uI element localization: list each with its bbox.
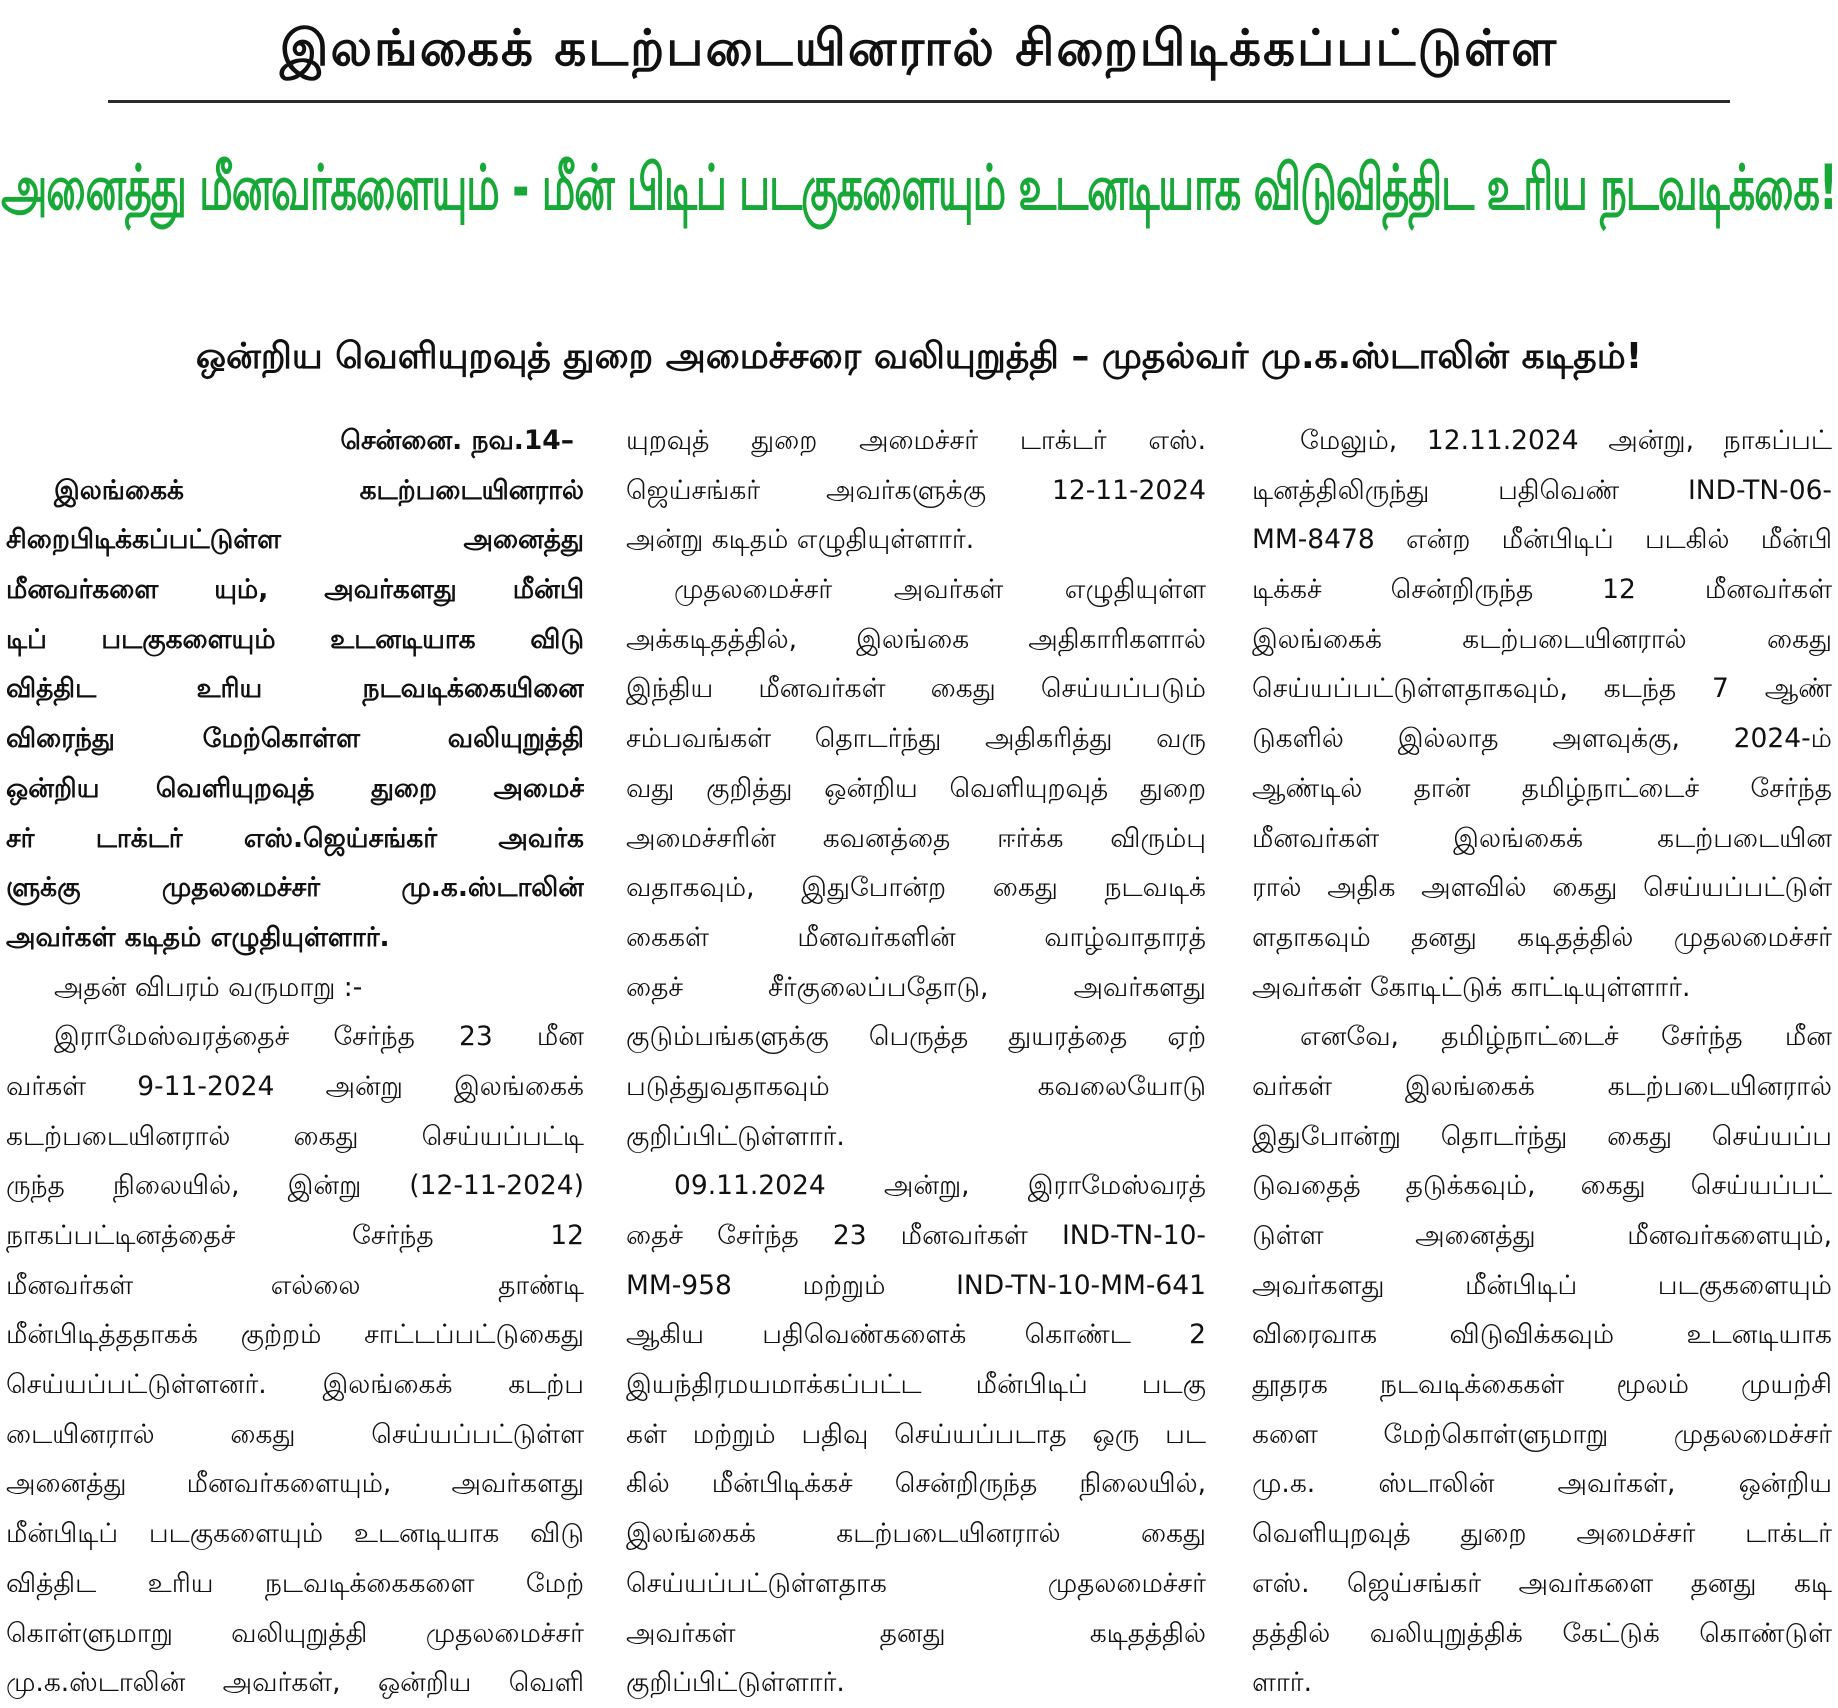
text-line: அனைத்து மீனவர்களையும், அவர்களது — [6, 1468, 584, 1500]
text-line: வர்கள் 9-11-2024 அன்று இலங்கைக் — [6, 1070, 584, 1102]
text-line: வித்திட உரிய நடவடிக்கைகளை மேற் — [6, 1567, 584, 1599]
text-line: மு.க. ஸ்டாலின் அவர்கள், ஒன்றிய — [1252, 1468, 1832, 1500]
text-line: ஆண்டில் தான் தமிழ்நாட்டைச் சேர்ந்த — [1252, 772, 1832, 804]
text-line: வெளியுறவுத் துறை அமைச்சர் டாக்டர் — [1252, 1518, 1832, 1550]
text-line: இதுபோன்று தொடர்ந்து கைது செய்யப்ப — [1252, 1120, 1832, 1152]
text-line: விரைவாக விடுவிக்கவும் உடனடியாக — [1252, 1319, 1832, 1351]
text-line: தத்தில் வலியுறுத்திக் கேட்டுக் கொண்டுள் — [1252, 1617, 1832, 1649]
text-line: அன்று கடிதம் எழுதியுள்ளார். — [626, 524, 975, 556]
text-line: மேலும், 12.11.2024 அன்று, நாகப்பட் — [1300, 425, 1832, 456]
text-line: ஒன்றிய வெளியுறவுத் துறை அமைச் — [6, 772, 584, 804]
lead-paragraph — [6, 466, 584, 963]
subheadline: ஒன்றிய வெளியுறவுத் துறை அமைச்சரை வலியுறுத்தி – முதல்வர் மு.க.ஸ்டாலின் கடிதம்! — [195, 336, 1643, 377]
text-line: டினத்திலிருந்து பதிவெண் IND-TN-06- — [1252, 474, 1832, 506]
text-line: வர்கள் இலங்கைக் கடற்படையினரால் — [1252, 1070, 1832, 1102]
text-line: இலங்கைக் கடற்படையினரால் கைது — [626, 1518, 1206, 1550]
text-line: கில் மீன்பிடிக்கச் சென்றிருந்த நிலையில், — [626, 1468, 1206, 1500]
text-line: குறிப்பிட்டுள்ளார். — [626, 1667, 845, 1699]
text-line: செய்யப்பட்டுள்ளதாக முதலமைச்சர் — [626, 1567, 1206, 1599]
text-line: விரைந்து மேற்கொள்ள வலியுறுத்தி — [6, 723, 584, 755]
text-line: மீன்பிடிப் படகுகளையும் உடனடியாக விடு — [6, 1518, 584, 1550]
text-line: 09.11.2024 அன்று, இராமேஸ்வரத் — [674, 1170, 1206, 1202]
text-line: இந்திய மீனவர்கள் கைது செய்யப்படும் — [626, 673, 1206, 705]
text-line: எஸ். ஜெய்சங்கர் அவர்களை தனது கடி — [1252, 1567, 1832, 1599]
text-line: அவர்கள் தனது கடிதத்தில் — [626, 1617, 1206, 1649]
text-line: படுத்துவதாகவும் கவலையோடு — [626, 1070, 1206, 1102]
article-column-2 — [626, 416, 1206, 1708]
text-line: டுள்ள அனைத்து மீனவர்களையும், — [1252, 1220, 1832, 1251]
text-line: வதாகவும், இதுபோன்ற கைது நடவடிக் — [626, 872, 1206, 904]
text-line: கொள்ளுமாறு வலியுறுத்தி முதலமைச்சர் — [6, 1617, 584, 1649]
text-line: சிறைபிடிக்கப்பட்டுள்ள அனைத்து — [6, 524, 584, 556]
text-line: எனவே, தமிழ்நாட்டைச் சேர்ந்த மீன — [1300, 1021, 1832, 1053]
text-line: களை மேற்கொள்ளுமாறு முதலமைச்சர் — [1252, 1418, 1832, 1450]
text-line: தைச் சீர்குலைப்பதோடு, அவர்களது — [626, 971, 1206, 1003]
text-line: குறிப்பிட்டுள்ளார். — [626, 1120, 845, 1152]
text-line: வது குறித்து ஒன்றிய வெளியுறவுத் துறை — [626, 772, 1206, 804]
text-line: இயந்திரமயமாக்கப்பட்ட மீன்பிடிப் படகு — [626, 1369, 1206, 1401]
main-headline: அனைத்து மீனவர்களையும் - மீன் பிடிப் படகுகளையும் உடனடியாக விடுவித்திட உரிய நடவடிக்கை! — [1, 150, 1837, 224]
text-line: ளார். — [1252, 1667, 1313, 1699]
text-line: இலங்கைக் கடற்படையினரால் — [54, 474, 584, 506]
text-line: வித்திட உரிய நடவடிக்கையினை — [6, 673, 584, 705]
text-line: ருந்த நிலையில், இன்று (12-11-2024) — [6, 1170, 584, 1202]
text-line: செய்யப்பட்டுள்ளனர். இலங்கைக் கடற்ப — [6, 1369, 584, 1401]
kicker-headline: இலங்கைக் கடற்படையினரால் சிறைபிடிக்கப்பட்டுள்ள — [279, 19, 1559, 77]
text-line: அக்கடிதத்தில், இலங்கை அதிகாரிகளால் — [626, 623, 1206, 655]
text-line: அவர்கள் கடிதம் எழுதியுள்ளார். — [6, 921, 390, 953]
text-line: அவர்கள் கோடிட்டுக் காட்டியுள்ளார். — [1252, 971, 1691, 1003]
text-line: டிப் படகுகளையும் உடனடியாக விடு — [6, 623, 584, 655]
text-line: கைகள் மீனவர்களின் வாழ்வாதாரத் — [626, 921, 1206, 953]
text-line: MM-8478 என்ற மீன்பிடிப் படகில் மீன்பி — [1252, 524, 1832, 556]
text-line: மீனவர்கள் எல்லை தாண்டி — [6, 1269, 584, 1301]
text-line: டுகளில் இல்லாத அளவுக்கு, 2024-ம் — [1252, 723, 1832, 755]
text-line: நாகப்பட்டினத்தைச் சேர்ந்த 12 — [6, 1220, 584, 1251]
article-column-1 — [6, 416, 584, 1708]
text-line: முதலமைச்சர் அவர்கள் எழுதியுள்ள — [674, 574, 1206, 606]
text-line: MM-958 மற்றும் IND-TN-10-MM-641 — [626, 1269, 1206, 1301]
text-line: ரால் அதிக அளவில் கைது செய்யப்பட்டுள் — [1252, 872, 1832, 904]
text-line: ளுக்கு முதலமைச்சர் மு.க.ஸ்டாலின் — [6, 872, 584, 904]
text-line: கடற்படையினரால் கைது செய்யப்பட்டி — [6, 1120, 584, 1152]
text-line: அதன் விபரம் வருமாறு :- — [54, 971, 363, 1003]
text-line: டுவதைத் தடுக்கவும், கைது செய்யப்பட் — [1252, 1170, 1832, 1202]
text-line: மீன்பிடித்ததாகக் குற்றம் சாட்டப்பட்டுகைது — [6, 1319, 584, 1351]
text-line: மு.க.ஸ்டாலின் அவர்கள், ஒன்றிய வெளி — [6, 1667, 584, 1699]
text-line: ஆகிய பதிவெண்களைக் கொண்ட 2 — [626, 1319, 1206, 1351]
text-line: அமைச்சரின் கவனத்தை ஈர்க்க விரும்பு — [626, 822, 1206, 854]
text-line: செய்யப்பட்டுள்ளதாகவும், கடந்த 7 ஆண் — [1252, 673, 1832, 705]
text-line: தைச் சேர்ந்த 23 மீனவர்கள் IND-TN-10- — [626, 1220, 1206, 1251]
text-line: டிக்கச் சென்றிருந்த 12 மீனவர்கள் — [1252, 574, 1832, 606]
text-line: கள் மற்றும் பதிவு செய்யப்படாத ஒரு பட — [626, 1418, 1206, 1450]
text-line: மீனவர்களை யும், அவர்களது மீன்பி — [6, 574, 584, 606]
text-line: சர் டாக்டர் எஸ்.ஜெய்சங்கர் அவர்க — [6, 822, 584, 854]
dateline: சென்னை. நவ.14– — [340, 425, 574, 456]
text-line: சம்பவங்கள் தொடர்ந்து அதிகரித்து வரு — [626, 723, 1206, 755]
text-line: டையினரால் கைது செய்யப்பட்டுள்ள — [6, 1418, 584, 1450]
text-line: தூதரக நடவடிக்கைகள் மூலம் முயற்சி — [1252, 1369, 1832, 1401]
text-line: யுறவுத் துறை அமைச்சர் டாக்டர் எஸ். — [626, 425, 1206, 456]
text-line: இராமேஸ்வரத்தைச் சேர்ந்த 23 மீன — [54, 1021, 584, 1053]
text-line: ஜெய்சங்கர் அவர்களுக்கு 12-11-2024 — [626, 474, 1206, 506]
text-line: ளதாகவும் தனது கடிதத்தில் முதலமைச்சர் — [1252, 921, 1832, 953]
text-line: மீனவர்கள் இலங்கைக் கடற்படையின — [1252, 822, 1832, 854]
text-line: அவர்களது மீன்பிடிப் படகுகளையும் — [1252, 1269, 1832, 1301]
article-column-3 — [1252, 416, 1832, 1708]
text-line: இலங்கைக் கடற்படையினரால் கைது — [1252, 623, 1832, 655]
text-line: குடும்பங்களுக்கு பெருத்த துயரத்தை ஏற் — [626, 1021, 1206, 1053]
